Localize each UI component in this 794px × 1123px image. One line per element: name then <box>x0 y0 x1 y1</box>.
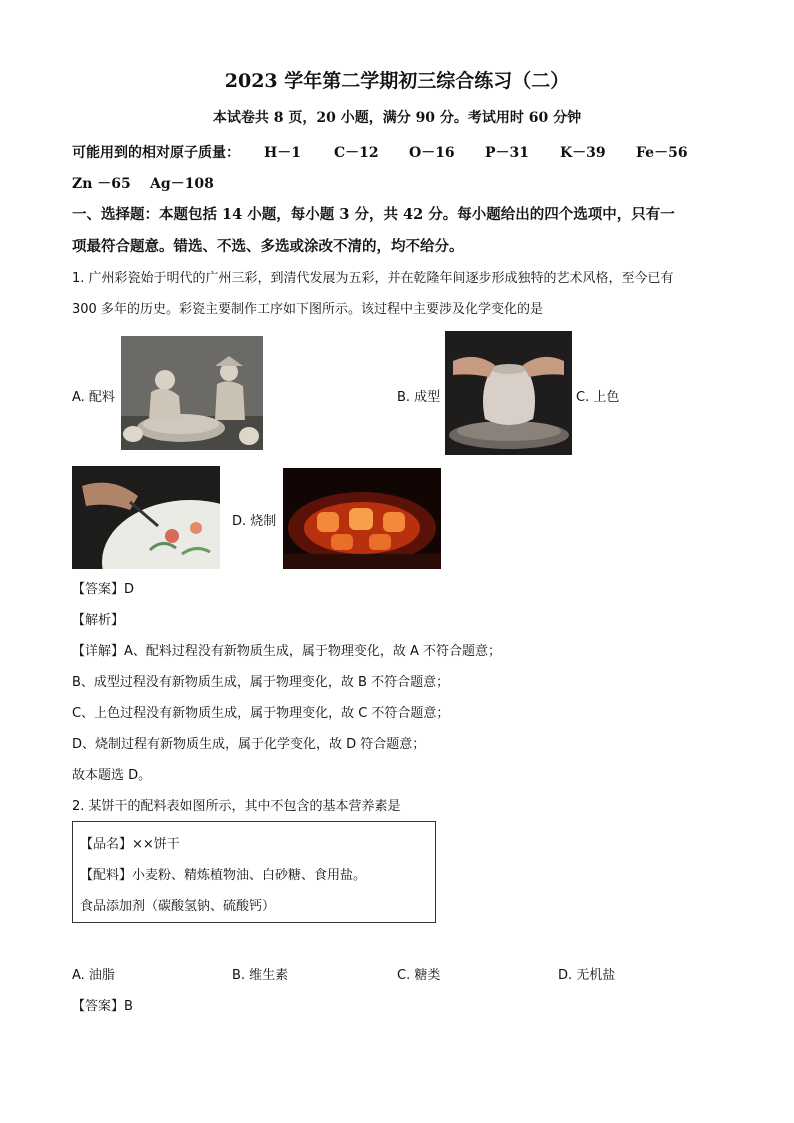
section-instructions-line2: 项最符合题意。错选、不选、多选或涂改不清的，均不给分。 <box>72 238 464 255</box>
atomic-mass-zn: Zn －65 <box>72 176 131 192</box>
atomic-mass-o: O－16 <box>409 145 455 161</box>
q1-explain-line: D、烧制过程有新物质生成，属于化学变化，故 D 符合题意； <box>72 737 426 752</box>
q1-explain-line: C、上色过程没有新物质生成，属于物理变化，故 C 不符合题意； <box>72 706 450 721</box>
atomic-mass-c: C－12 <box>334 145 379 161</box>
q1-analysis-label: 【解析】 <box>72 613 125 628</box>
q1-answer: 【答案】D <box>72 582 135 597</box>
firing-photo <box>283 468 441 569</box>
section-instructions-line1: 一、选择题：本题包括 14 小题，每小题 3 分，共 42 分。每小题给出的四个选项中，只有一 <box>72 206 675 223</box>
q1-stem-line2: 300 多年的历史。彩瓷主要制作工序如下图所示。该过程中主要涉及化学变化的是 <box>72 302 543 317</box>
page-title: 2023 学年第二学期初三综合练习（二） <box>224 70 570 92</box>
q1-option-d: D. 烧制 <box>232 514 277 529</box>
atomic-mass-ag: Ag－108 <box>150 176 214 192</box>
atomic-mass-fe: Fe－56 <box>636 145 688 161</box>
atomic-mass-h: H－1 <box>264 145 301 161</box>
atomic-mass-k: K－39 <box>560 145 606 161</box>
forming-photo <box>445 331 572 455</box>
ingredient-label-line: 【品名】××饼干 <box>80 837 180 852</box>
q2-option-d: D. 无机盐 <box>558 968 616 983</box>
atomic-mass-p: P－31 <box>485 145 530 161</box>
ingredient-label-line: 【配料】小麦粉、精炼植物油、白砂糖、食用盐。 <box>80 868 367 883</box>
q2-option-a: A. 油脂 <box>72 968 115 983</box>
q2-stem: 2. 某饼干的配料表如图所示，其中不包含的基本营养素是 <box>72 799 401 814</box>
exam-info: 本试卷共 8 页，20 小题，满分 90 分。考试用时 60 分钟 <box>212 110 582 126</box>
q1-option-c: C. 上色 <box>576 390 620 405</box>
q1-option-b: B. 成型 <box>397 390 441 405</box>
ingredient-label-line: 食品添加剂（碳酸氢钠、硫酸钙） <box>80 899 276 914</box>
atomic-mass-label: 可能用到的相对原子质量： <box>72 145 240 161</box>
q2-option-b: B. 维生素 <box>232 968 289 983</box>
q1-explain-line: B、成型过程没有新物质生成，属于物理变化，故 B 不符合题意； <box>72 675 450 690</box>
coloring-photo <box>72 466 220 569</box>
q2-option-c: C. 糖类 <box>397 968 441 983</box>
q1-stem-line1: 1. 广州彩瓷始于明代的广州三彩，到清代发展为五彩，并在乾隆年间逐步形成独特的艺术风格，至今已有 <box>72 271 674 286</box>
q1-explain-line: 【详解】A、配料过程没有新物质生成，属于物理变化，故 A 不符合题意； <box>72 644 502 659</box>
q1-explain-line: 故本题选 D。 <box>72 768 152 783</box>
q2-answer: 【答案】B <box>72 999 133 1014</box>
batching-photo <box>121 336 263 450</box>
q1-option-a: A. 配料 <box>72 390 115 405</box>
